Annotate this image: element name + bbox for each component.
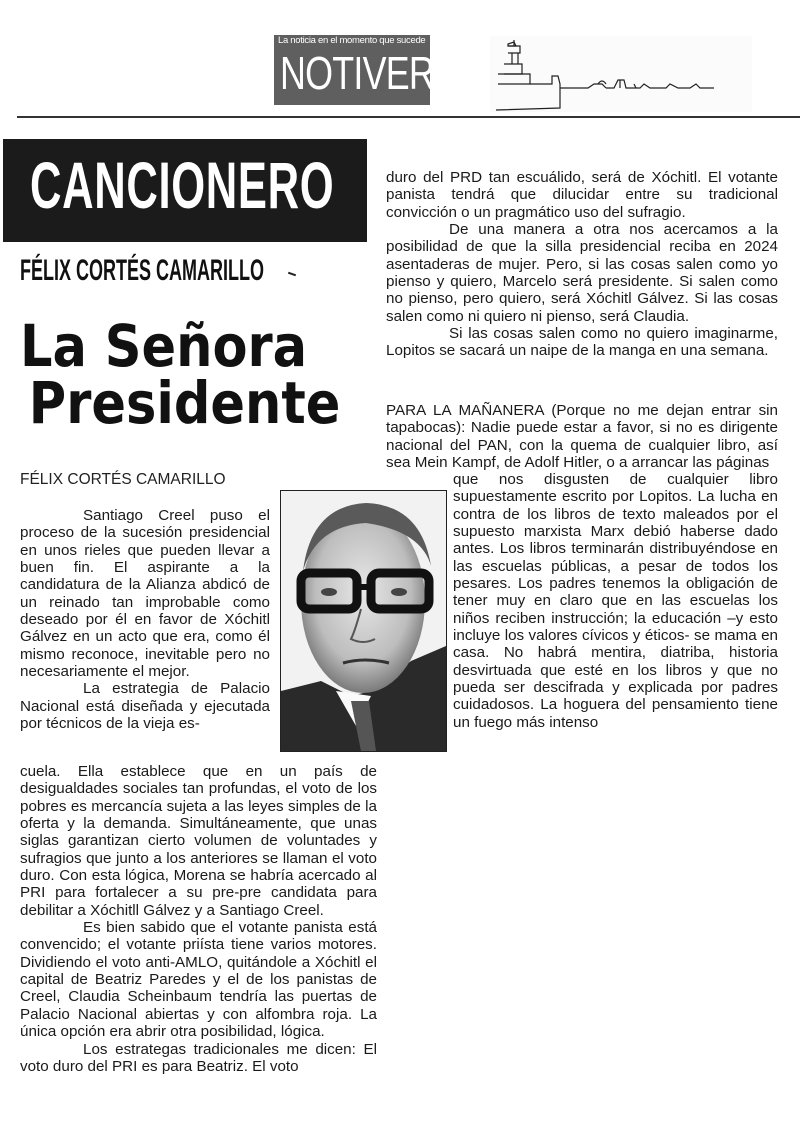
author-portrait-icon: [281, 491, 446, 751]
body-column-right-top: [386, 169, 778, 360]
fortress-sketch-icon: [490, 36, 752, 112]
column-author: FÉLIX CORTÉS CAMARILLO: [20, 254, 264, 287]
paragraph: La estrategia de Palacio Nacional está diseñada y ejecutada por técnicos de la vieja es-: [20, 680, 270, 733]
logo-name: NOTIVER: [280, 47, 435, 99]
headline-line-1: La Señora: [20, 312, 308, 380]
body-column-left-bottom: [20, 763, 377, 1075]
paragraph: Los estrategas tradicionales me dicen: El voto duro del PRI es para Beatriz. El voto: [20, 1040, 377, 1075]
section-banner: [3, 139, 367, 242]
article-byline: FÉLIX CORTÉS CAMARILLO: [20, 471, 226, 488]
paragraph: Santiago Creel puso el proceso de la sucesión presidencial en unos rieles que pueden llevar a buen fin. El aspirante a la candidatura de la Alianza abdicó de un reinado tan improbable como deseado por él en favor de Xóchitl Gálvez en un acto que era, como él mismo reconoce, inevitable pero no necesariamente el mejor.: [20, 507, 270, 681]
stray-mark: [288, 272, 296, 277]
logo-tagline: La noticia en el momento que sucede: [278, 35, 426, 46]
paragraph: que nos disgusten de cualquier libro supuestamente escrito por Lopitos. La lucha en contra de los libros de texto maleados por el supuesto marxista Marx debió haberse dado antes. Los libros terminarán distribuyéndose en las escuelas públicas, a pesar de todos los pesares. Los padres tenemos la obligación de tener muy en claro que en las escuelas los niños reciben instrucción; la educación –y esto incluye los valores cívicos y éticos- se mama en casa. No habrá mentira, diatriba, historia desvirtuada que esté en los libros y que no pueda ser descifrada y explicada por padres cuidadosos. La hoguera del pensamiento tiene un fuego más intenso: [453, 471, 778, 731]
paragraph: PARA LA MAÑANERA (Porque no me dejan entrar sin tapabocas): Nadie puede estar a favor, si no es dirigente nacional del PAN, con la quema de cualquier libro, así sea Mein Kampf, de Adolf Hitler, o a arrancar las páginas: [386, 402, 778, 472]
mananera-section-continued: [453, 471, 778, 731]
mananera-section: [386, 402, 778, 471]
masthead-divider: [17, 116, 800, 118]
paragraph: Es bien sabido que el votante panista está convencido; el votante priísta tiene varios motores. Dividiendo el voto anti-AMLO, quitándole a Xóchitl el capital de Beatriz Paredes y el de los panistas de Creel, Claudia Scheinbaum tendría las puertas de Palacio Nacional abiertas y con alfombra roja. La única opción era abrir otra posibilidad, lógica.: [20, 919, 377, 1041]
headline-line-2: Presidente: [28, 369, 341, 437]
section-title: CANCIONERO: [30, 148, 335, 222]
notiver-logo: [274, 35, 435, 105]
paragraph: Si las cosas salen como no quiero imaginarme, Lopitos se sacará un naipe de la manga en una semana.: [386, 325, 778, 360]
skyline-illustration: [490, 36, 752, 112]
paragraph: De una manera a otra nos acercamos a la posibilidad de que la silla presidencial reciba en 2024 asentaderas de mujer. Pero, si las cosas salen como yo pienso y quiero, Marcelo será presidente. Si salen como no pienso, pero quiero, será Xóchitl Gálvez. Si las cosas salen como ni quiero ni pienso, será Claudia.: [386, 221, 778, 325]
paragraph: cuela. Ella establece que en un país de desigualdades sociales tan profundas, el voto de los pobres es mercancía sujeta a las leyes simples de la oferta y la demanda. Simultáneamente, que unas siglas garantizan cierto volumen de voluntades y sufragios que junto a los anteriores se llaman el voto duro. Con esta lógica, Morena se habría acercado al PRI para fortalecer a su pre-pre candidata para debilitar a Xóchitll Gálvez y a Santiago Creel.: [20, 763, 377, 919]
paragraph: duro del PRD tan escuálido, será de Xóchitl. El votante panista tendrá que dilucidar entre su tradicional convicción o un pragmático uso del sufragio.: [386, 169, 778, 221]
article-headline: [20, 312, 341, 437]
author-photo: [280, 490, 447, 752]
body-column-left-top: [20, 507, 270, 732]
